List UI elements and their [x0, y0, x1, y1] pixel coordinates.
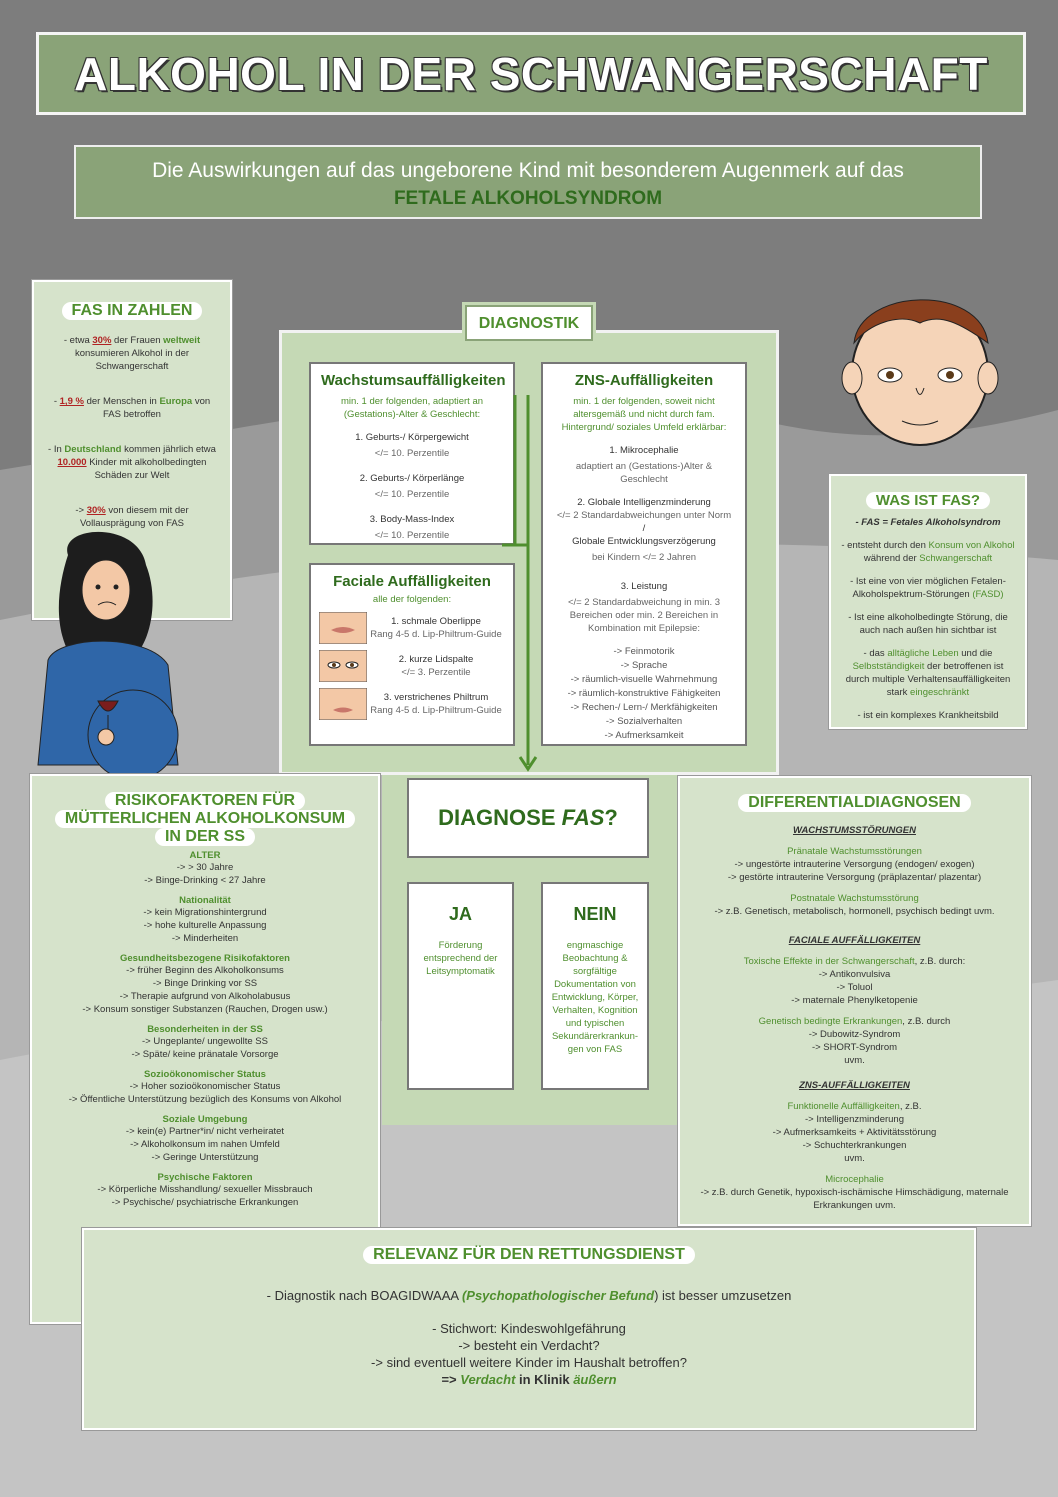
subtitle-banner — [74, 145, 982, 219]
zns-p1-crit: adaptiert an (Gestations-)Alter & Geschlecht — [575, 461, 713, 485]
zns-p2-or: / — [642, 523, 646, 534]
fas-fact: - Ist eine von vier möglichen Fetalen-Alkoholspektrum-Störungen (FASD) — [850, 576, 1006, 600]
relevanz-line: => Verdacht in Klinik äußern — [441, 1372, 617, 1387]
wachstum-item-crit: </= 10. Perzentile — [374, 448, 450, 459]
differential-group: Funktionelle Auffälligkeiten, z.B. -> Intelligenzminderung -> Aufmerksamkeits + Aktivitätsstörung -> Schuchterkrankungen uvm. — [772, 1101, 937, 1164]
fas-zahlen-item: - etwa 30% der Frauen weltweit konsumieren Alkohol in der Schwangerschaft — [63, 335, 201, 372]
facial-item-crit: Rang 4-5 d. Lip-Philtrum-Guide — [370, 705, 502, 716]
zns-p2-name2: Globale Entwicklungsverzögerung — [572, 536, 716, 547]
subtitle-line2: FETALE ALKOHOLSYNDROM — [393, 188, 663, 209]
lip-image — [319, 612, 367, 644]
wachstum-title: Wachstumsauffälligkeiten — [321, 372, 506, 389]
relevanz-line: - Diagnostik nach BOAGIDWAAA (Psychopathologischer Befund) ist besser umzusetzen — [266, 1288, 792, 1303]
diagnostik-heading: DIAGNOSTIK — [478, 315, 580, 332]
risiko-group: Nationalität -> kein Migrationshintergrund -> hohe kulturelle Anpassung -> Minderheiten — [143, 895, 267, 944]
risiko-group: ALTER -> > 30 Jahre -> Binge-Drinking < 27 Jahre — [144, 850, 266, 886]
diagnose-box — [407, 778, 649, 858]
wachstum-intro: min. 1 der folgenden, adaptiert an (Gestations)-Alter & Geschlecht: — [340, 396, 484, 420]
relevanz-heading: RELEVANZ FÜR DEN RETTUNGSDIENST — [363, 1246, 695, 1264]
risiko-group: Soziale Umgebung -> kein(e) Partner*in/ nicht verheiratet -> Alkoholkonsum im nahen Umfeld -> Geringe Unterstützung — [125, 1114, 285, 1163]
wachstum-item-crit: </= 10. Perzentile — [374, 530, 450, 541]
zns-p3-item: -> Feinmotorik — [613, 646, 675, 657]
fas-fact: - Ist eine alkoholbedingte Störung, die auch nach außen hin sichtbar ist — [848, 612, 1008, 636]
risiko-group: Sozioökonomischer Status -> Hoher sozioökonomischer Status -> Öffentliche Unterstützung bezüglich des Konsums von Alkohol — [68, 1069, 342, 1105]
relevanz-panel — [82, 1228, 976, 1430]
differential-group: Pränatale Wachstumsstörungen -> ungestörte intrauterine Versorgung (endogen/ exogen) -> gestörte intrauterine Versorgung (präplazentar/ plazentar) — [727, 846, 982, 883]
page-title: ALKOHOL IN DER SCHWANGERSCHAFT — [74, 48, 988, 100]
facial-item-name: 2. kurze Lidspalte — [398, 654, 474, 665]
diagnose-label: DIAGNOSE FAS? — [438, 805, 618, 830]
ja-box — [407, 882, 514, 1090]
differential-panel — [678, 776, 1031, 1226]
nein-box — [541, 882, 649, 1090]
wachstum-item-name: 3. Body-Mass-Index — [369, 514, 455, 525]
zns-title: ZNS-Auffälligkeiten — [574, 372, 714, 389]
risiko-heading-2: MÜTTERLICHEN ALKOHOLKONSUM — [55, 810, 355, 828]
baby-face-illustration — [840, 283, 1000, 453]
zns-p3-item: -> Sozialverhalten — [605, 716, 683, 727]
zns-intro: min. 1 der folgenden, soweit nicht altersgemäß und nicht durch fam. Hintergrund/ soziales Umfeld erklärbar: — [561, 396, 727, 433]
differential-heading: DIFFERENTIALDIAGNOSEN — [738, 794, 970, 812]
was-ist-fas-panel — [829, 474, 1027, 729]
zns-p3-name: 3. Leistung — [620, 581, 668, 592]
risiko-group: Besonderheiten in der SS -> Ungeplante/ ungewollte SS -> Späte/ keine pränatale Vorsorge — [131, 1024, 279, 1060]
relevanz-line: -> besteht ein Verdacht? — [458, 1338, 600, 1353]
zns-p1-name: 1. Mikrocephalie — [609, 445, 679, 456]
risiko-heading-1: RISIKOFAKTOREN FÜR — [105, 792, 305, 810]
facial-intro: alle der folgenden: — [372, 594, 452, 605]
zns-p2-crit: </= 2 Standardabweichungen unter Norm — [556, 510, 732, 521]
eye-image — [319, 650, 367, 682]
fas-fact: - ist ein komplexes Krankheitsbild — [857, 710, 999, 721]
differential-section-title: FACIALE AUFFÄLLIGKEITEN — [788, 935, 921, 946]
risiko-heading-3: IN DER SS — [155, 828, 255, 846]
relevanz-line: -> sind eventuell weitere Kinder im Haushalt betroffen? — [371, 1355, 687, 1370]
differential-group: Postnatale Wachstumsstörung -> z.B. Genetisch, metabolisch, hormonell, psychisch bedingt uvm. — [714, 893, 995, 917]
differential-group: Toxische Effekte in der Schwangerschaft, z.B. durch: -> Antikonvulsiva -> Toluol -> maternale Phenylketopenie — [743, 956, 966, 1006]
relevanz-line: - Stichwort: Kindeswohlgefährung — [432, 1321, 626, 1336]
zns-p3-item: -> räumlich-visuelle Wahrnehmung — [570, 674, 718, 685]
wachstum-item-crit: </= 10. Perzentile — [374, 489, 450, 500]
differential-section-title: WACHSTUMSSTÖRUNGEN — [793, 825, 916, 836]
risiko-group: Psychische Faktoren -> Körperliche Misshandlung/ sexueller Missbrauch -> Psychische/ psychiatrische Erkrankungen — [97, 1172, 313, 1208]
differential-group: Genetisch bedingte Erkrankungen, z.B. durch -> Dubowitz-Syndrom -> SHORT-Syndrom uvm. — [758, 1016, 951, 1066]
nein-title: NEIN — [573, 904, 617, 924]
ja-text: Förderung entsprechend der Leitsymptomatik — [423, 940, 498, 977]
pregnant-woman-illustration — [28, 525, 188, 785]
ja-title: JA — [448, 904, 472, 924]
wachstum-item-name: 2. Geburts-/ Körperlänge — [359, 473, 465, 484]
differential-group: Microcephalie -> z.B. durch Genetik, hypoxisch-ischämische Himschädigung, maternale Erkrankungen uvm. — [700, 1174, 1009, 1211]
facial-item-crit: Rang 4-5 d. Lip-Philtrum-Guide — [370, 629, 502, 640]
facial-item-name: 1. schmale Oberlippe — [391, 616, 481, 627]
fas-fact: - entsteht durch den Konsum von Alkohol während der Schwangerschaft — [841, 540, 1015, 564]
philtrum-image — [319, 688, 367, 720]
risiko-group: Gesundheitsbezogene Risikofaktoren -> früher Beginn des Alkoholkonsums -> Binge Drinking vor SS -> Therapie aufgrund von Alkoholabusus -> Konsum sonstiger Substanzen (Rauchen, Drogen usw.) — [82, 953, 328, 1015]
zns-p3-item: -> räumlich-konstruktive Fähigkeiten — [567, 688, 721, 699]
wachstum-item-name: 1. Geburts-/ Körpergewicht — [355, 432, 469, 443]
facial-title: Faciale Auffälligkeiten — [333, 573, 491, 590]
was-ist-fas-heading: WAS IST FAS? — [866, 492, 990, 509]
zns-p2-crit2: bei Kindern </= 2 Jahren — [591, 552, 697, 563]
title-banner — [36, 32, 1026, 115]
zns-p3-crit: </= 2 Standardabweichung in min. 3 Bereichen oder min. 2 Bereichen in Kombination mit Epilepsie: — [567, 597, 721, 634]
nein-text: engmaschige Beobachtung & sorgfältige Dokumentation von Entwicklung, Körper, Verhalten, Kognition und typischen Sekundärerkrankungen von FAS — [551, 940, 639, 1055]
differential-section-title: ZNS-AUFFÄLLIGKEITEN — [799, 1080, 910, 1091]
diagnostik-heading-box — [465, 305, 593, 341]
fas-zahlen-item: -> 30% von diesem mit der Vollausprägung von FAS — [75, 505, 189, 529]
fas-zahlen-item: - 1,9 % der Menschen in Europa von FAS betroffen — [53, 396, 211, 420]
zns-p2-name: 2. Globale Intelligenzminderung — [577, 497, 711, 508]
fas-fact: - das alltägliche Leben und die Selbstständigkeit der betroffenen ist durch multiple Verhaltensauffälligkeiten stark eingeschränkt — [845, 648, 1011, 698]
fas-zahlen-heading: FAS IN ZAHLEN — [62, 302, 203, 320]
subtitle-line1: Die Auswirkungen auf das ungeborene Kind mit besonderem Augenmerk auf das — [152, 159, 904, 182]
facial-item-crit: </= 3. Perzentile — [401, 667, 471, 678]
fas-zahlen-item: - In Deutschland kommen jährlich etwa 10.000 Kinder mit alkoholbedingten Schäden zur Welt — [48, 444, 216, 481]
zns-p3-item: -> Rechen-/ Lern-/ Merkfähigkeiten — [570, 702, 718, 713]
facial-item-name: 3. verstrichenes Philtrum — [383, 692, 489, 703]
fas-definition: - FAS = Fetales Alkoholsyndrom — [855, 517, 1001, 528]
zns-p3-item: -> Aufmerksamkeit — [604, 730, 684, 741]
zns-p3-item: -> Sprache — [620, 660, 668, 671]
